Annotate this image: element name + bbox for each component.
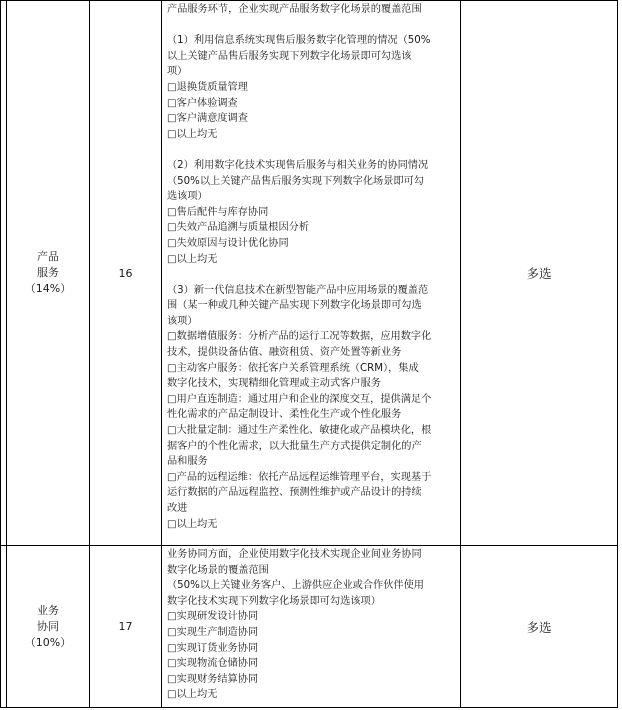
checkbox-option[interactable]: □失效产品追溯与质量根因分析 <box>167 222 310 234</box>
checkbox-option[interactable]: □以上均无 <box>167 128 218 140</box>
content-gap <box>167 18 457 34</box>
checkbox-option[interactable]: □以上均无 <box>167 253 218 265</box>
content-line: 选该项） <box>167 191 208 203</box>
content-line: 改进 <box>167 503 188 514</box>
content-line: （2）利用数字化技术实现售后服务与相关业务的协同情况 <box>167 159 429 171</box>
checkbox-option[interactable]: □实现研发设计协同 <box>167 611 259 623</box>
content-gap <box>167 142 457 158</box>
selection-mode: 多选 <box>461 1 618 546</box>
content-line: 品和服务 <box>167 456 208 468</box>
content-line: （50%以上关键产品售后服务实现下列数字化场景即可勾 <box>167 175 424 187</box>
content-line: 以上关键产品售后服务实现下列数字化场景即可勾选该 <box>167 50 412 62</box>
content-line: 性化需求的产品定制设计、柔性化生产或个性化服务 <box>167 409 402 421</box>
checkbox-option[interactable]: □用户直连制造：通过用户和企业的深度交互，提供满足个 <box>167 393 432 405</box>
checkbox-option[interactable]: □实现生产制造协同 <box>167 626 259 638</box>
checkbox-option[interactable]: □售后配件与库存协同 <box>167 206 269 218</box>
content-line: 项） <box>167 66 188 78</box>
table-row <box>1 1 618 546</box>
checkbox-option[interactable]: □以上均无 <box>167 689 218 701</box>
content-line: 数字化技术，实现精细化管理或主动式客户服务 <box>167 378 381 390</box>
content-line: 技术，提供设备估值、融资租赁、资产处置等新业务 <box>167 347 402 359</box>
category-cell <box>7 1 90 546</box>
table-row <box>1 546 618 708</box>
content-line: 产品服务环节，企业实现产品服务数字化场景的覆盖范围 <box>167 4 422 15</box>
content-line: 数字化技术实现下列数字化场景即可勾选该项） <box>167 595 381 607</box>
content-gap <box>167 267 457 283</box>
selection-mode: 多选 <box>461 546 618 708</box>
content-line: 据客户的个性化需求，以大批量生产方式提供定制化的产 <box>167 440 422 452</box>
checkbox-option[interactable]: □实现财务结算协同 <box>167 673 259 685</box>
content-line: （50%以上关键业务客户、上游供应企业或合作伙伴使用 <box>167 580 424 592</box>
category-cell <box>7 546 90 708</box>
checkbox-option[interactable]: □退换货质量管理 <box>167 81 248 93</box>
item-number: 17 <box>90 546 162 708</box>
checkbox-option[interactable]: □大批量定制：通过生产柔性化、敏捷化或产品模块化，根 <box>167 425 432 437</box>
checkbox-option[interactable]: □实现订货业务协同 <box>167 642 259 654</box>
item-number: 16 <box>90 1 162 546</box>
item-content <box>162 546 461 708</box>
checkbox-option[interactable]: □产品的远程运维：依托产品远程运维管理平台，实现基于 <box>167 471 432 483</box>
category-weight: （14%） <box>24 282 72 295</box>
category-label: 服务 <box>37 266 59 279</box>
checkbox-option[interactable]: □客户满意度调查 <box>167 113 248 125</box>
content-line: 运行数据的产品远程监控、预测性维护或产品设计的持续 <box>167 487 422 499</box>
checkbox-option[interactable]: □客户体验调查 <box>167 97 238 109</box>
checkbox-option[interactable]: □主动客户服务：依托客户关系管理系统（CRM），集成 <box>167 362 419 374</box>
content-line: 该项） <box>167 315 198 327</box>
checkbox-option[interactable]: □数据增值服务：分析产品的运行工况等数据，应用数字化 <box>167 331 432 343</box>
category-label: 协同 <box>37 619 59 633</box>
content-line: 业务协同方面，企业使用数字化技术实现企业间业务协同 <box>167 549 422 560</box>
category-label: 业务 <box>37 603 59 617</box>
category-label: 产品 <box>37 250 59 263</box>
content-line: 数字化场景的覆盖范围 <box>167 564 269 576</box>
checkbox-option[interactable]: □失效原因与设计优化协同 <box>167 237 289 249</box>
content-line: 围（某一种或几种关键产品实现下列数字化场景即可勾选 <box>167 300 422 312</box>
checkbox-option[interactable]: □以上均无 <box>167 518 218 530</box>
content-line: （3）新一代信息技术在新型智能产品中应用场景的覆盖范 <box>167 284 429 296</box>
item-content <box>162 1 461 546</box>
category-weight: （10%） <box>24 635 72 649</box>
content-line: （1）利用信息系统实现售后服务数字化管理的情况（50% <box>167 35 431 47</box>
checkbox-option[interactable]: □实现物流仓储协同 <box>167 658 259 670</box>
